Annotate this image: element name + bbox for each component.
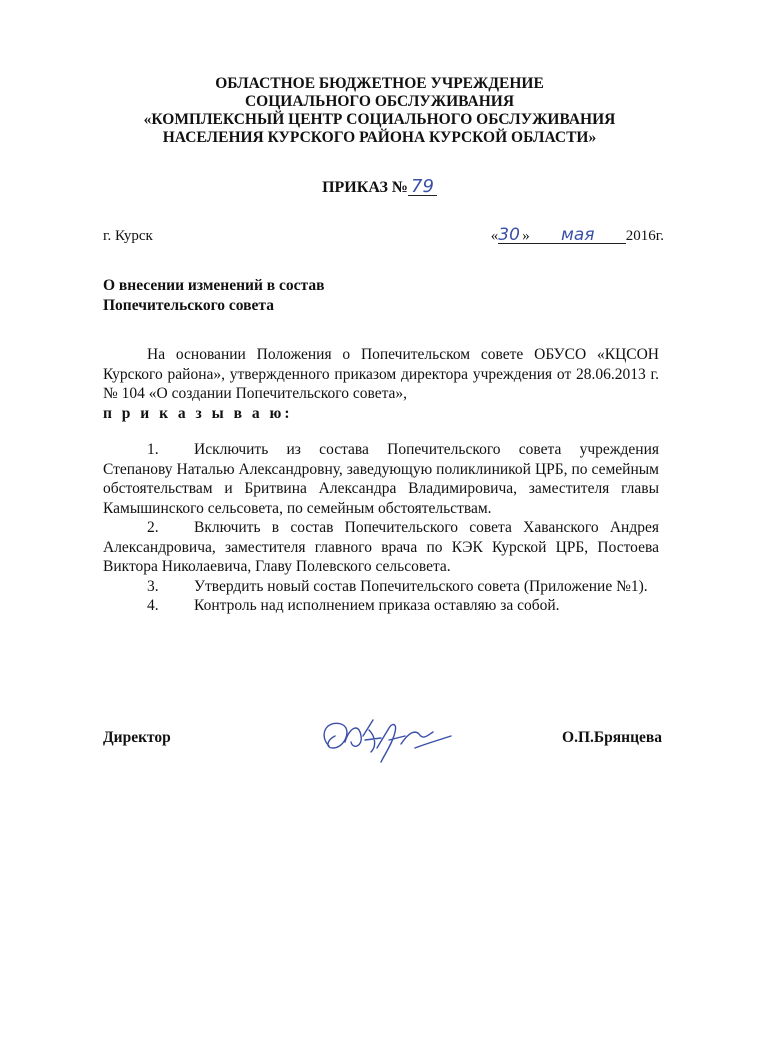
order-title-label: ПРИКАЗ № (322, 179, 409, 196)
signatory-name: О.П.Брянцева (562, 729, 662, 746)
date-month-handwritten: мая (561, 225, 595, 245)
header-line-4: НАСЕЛЕНИЯ КУРСКОГО РАЙОНА КУРСКОЙ ОБЛАСТИ» (162, 129, 597, 146)
date-day-handwritten: 30 (498, 225, 520, 245)
subject-line-1: О внесении изменений в состав (103, 277, 325, 294)
date-handwritten-field (498, 225, 626, 245)
signatory-position: Директор (103, 729, 171, 746)
header-line-2: СОЦИАЛЬНОГО ОБСЛУЖИВАНИЯ (244, 93, 515, 110)
item-text: Включить в состав Попечительского совета Хаванского Андрея Александровича, заместителя главного врача по КЭК Курской ЦРБ, Постоева Виктора Николаевича, Главу Полевского сельсовета. (103, 519, 659, 575)
order-number-handwritten: 79 (408, 179, 437, 196)
order-date (490, 225, 664, 245)
order-items (103, 440, 659, 616)
date-open-quote: « (490, 228, 499, 244)
order-item (103, 518, 659, 577)
place: г. Курск (103, 228, 153, 244)
decree-word: п р и к а з ы в а ю: (103, 404, 293, 422)
item-number: 3. (147, 577, 159, 595)
order-item (103, 577, 659, 597)
item-text: Утвердить новый состав Попечительского совета (Приложение №1). (194, 577, 648, 595)
item-text: Исключить из состава Попечительского совета учреждения Степанову Наталью Александровну, заведующую поликлиникой ЦРБ, по семейным обстоятельствам и Бритвина Александра Владимировича, заместителя главы Камышинского сельсовета, по семейным обстоятельствам. (103, 441, 659, 517)
subject-line-2: Попечительского совета (103, 297, 274, 314)
preamble-block (103, 345, 659, 423)
date-year: 2016г. (625, 228, 664, 244)
order-item (103, 596, 659, 616)
order-subject (103, 276, 324, 316)
date-close-quote: » (522, 228, 530, 244)
preamble-text: На основании Положения о Попечительском совете ОБУСО «КЦСОН Курского района», утвержденного приказом директора учреждения от 28.06.2013 г. № 104 «О создании Попечительского совета», (103, 346, 659, 402)
order-title (0, 176, 759, 197)
item-number: 4. (147, 597, 159, 614)
header-line-1: ОБЛАСТНОЕ БЮДЖЕТНОЕ УЧРЕЖДЕНИЕ (215, 75, 544, 92)
order-item (103, 440, 659, 518)
organization-header (0, 75, 759, 147)
item-number: 1. (147, 441, 159, 458)
header-line-3: «КОМПЛЕКСНЫЙ ЦЕНТР СОЦИАЛЬНОГО ОБСЛУЖИВАНИЯ (143, 111, 616, 128)
item-text: Контроль над исполнением приказа оставляю за собой. (194, 597, 560, 614)
item-number: 2. (147, 519, 159, 536)
handwritten-signature (315, 706, 455, 768)
